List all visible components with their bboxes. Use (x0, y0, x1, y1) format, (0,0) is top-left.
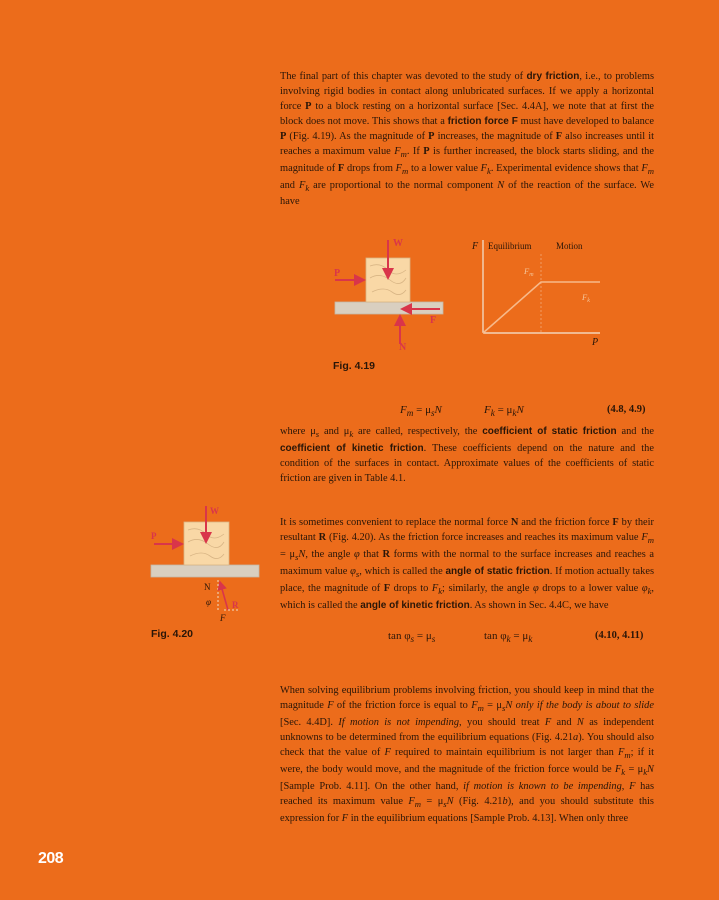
r-label: R (232, 600, 239, 610)
w-label: W (210, 506, 219, 516)
w-label: W (393, 238, 403, 249)
equation-number-4-8-4-9: (4.8, 4.9) (607, 404, 646, 415)
fig-4-20-caption: Fig. 4.20 (151, 628, 194, 640)
axis-f-label: F (472, 241, 479, 252)
equation-4-9: $F_k = \mu_kN$ (484, 404, 524, 419)
p-label: P (151, 531, 157, 541)
fig-4-20-resultant-diagram (146, 502, 266, 626)
f-label: F (430, 315, 437, 326)
intro-paragraph: The final part of this chapter was devoted to the study of dry friction, i.e., to problems involving rigid bodies in contact along unlubricated surfaces. If we apply a horizontal force P to a block resting on a horizontal surface [Sec. 4.4A], we note that at first the block does not move. This shows that a friction force F must have developed to balance P (Fig. 4.19). As the magnitude of P increases, the magnitude of F also increases until it reaches a maximum value $F_m$. If P is further increased, the block starts sliding, and the magnitude of F drops from $F_m$ to a lower value $F_k$. Experimental evidence shows that $F_m$ and $F_k$ are proportional to the normal component N of the reaction of the surface. We have (280, 71, 655, 208)
equilibrium-label: Equilibrium (488, 241, 532, 251)
p-label: P (334, 268, 341, 279)
equation-number-4-10-4-11: (4.10, 4.11) (595, 630, 644, 641)
equation-4-8: $F_m = \mu_sN$ (400, 404, 442, 419)
solving-paragraph: When solving equilibrium problems involving friction, you should keep in mind that the magnitude F of the friction force is equal to $F_m = \mu_sN$ only if the body is about to slide [Sec. 4.4D]. If motion is not impending, you should treat F and N as independent unknowns to be determined from the equilibrium equations (Fig. 4.21a). You should also check that the value of F required to maintain equilibrium is not larger than $F_m$; if it were, the body would move, and the magnitude of the friction force would be $F_k = \mu_kN$ [Sample Prob. 4.11]. On the other hand, if motion is known to be impending, F has reached its maximum value $F_m = \mu_sN$ (Fig. 4.21b), and you should substitute this expression for F in the equilibrium equations [Sample Prob. 4.13]. When only three (280, 685, 654, 824)
phi-label: φ (206, 597, 211, 607)
friction-curve (483, 282, 600, 333)
coefficients-paragraph: where $\mu_s$ and $\mu_k$ are called, respectively, the coefficient of static friction and the coefficient of kinetic friction. These coefficients depend on the nature and the condition of the surfaces in contact. Approximate values of the coefficients of static friction are given in Table 4.1. (280, 426, 654, 484)
n-label: N (399, 342, 407, 353)
n-label: N (204, 582, 211, 592)
resultant-arrow (220, 582, 228, 610)
fm-label: $F_m$ (524, 266, 534, 278)
resultant-paragraph: It is sometimes convenient to replace the normal force N and the friction force F by their resultant R (Fig. 4.20). As the friction force increases and reaches its maximum value $F_m = \mu_sN$, the angle φ that R forms with the normal to the surface increases and reaches a maximum value $\varphi_s$, which is called the angle of static friction. If motion actually takes place, the magnitude of F drops to $F_k$; similarly, the angle φ drops to a lower value $\varphi_k$, which is called the angle of kinetic friction. As shown in Sec. 4.4C, we have (280, 517, 655, 611)
equation-4-10: $\tan \varphi_s = \mu_s$ (388, 630, 436, 645)
page-number: 208 (38, 850, 64, 867)
equation-4-11: $\tan \varphi_k = \mu_k$ (484, 630, 533, 645)
axis-p-label: P (592, 337, 599, 348)
fk-label: $F_k$ (582, 292, 590, 304)
f-label: F (220, 613, 226, 623)
fig-4-19-caption: Fig. 4.19 (333, 360, 376, 372)
fig-4-19-friction-graph (470, 236, 620, 348)
surface (151, 565, 259, 577)
fig-4-19-block-diagram (330, 234, 450, 356)
motion-label: Motion (556, 241, 583, 251)
